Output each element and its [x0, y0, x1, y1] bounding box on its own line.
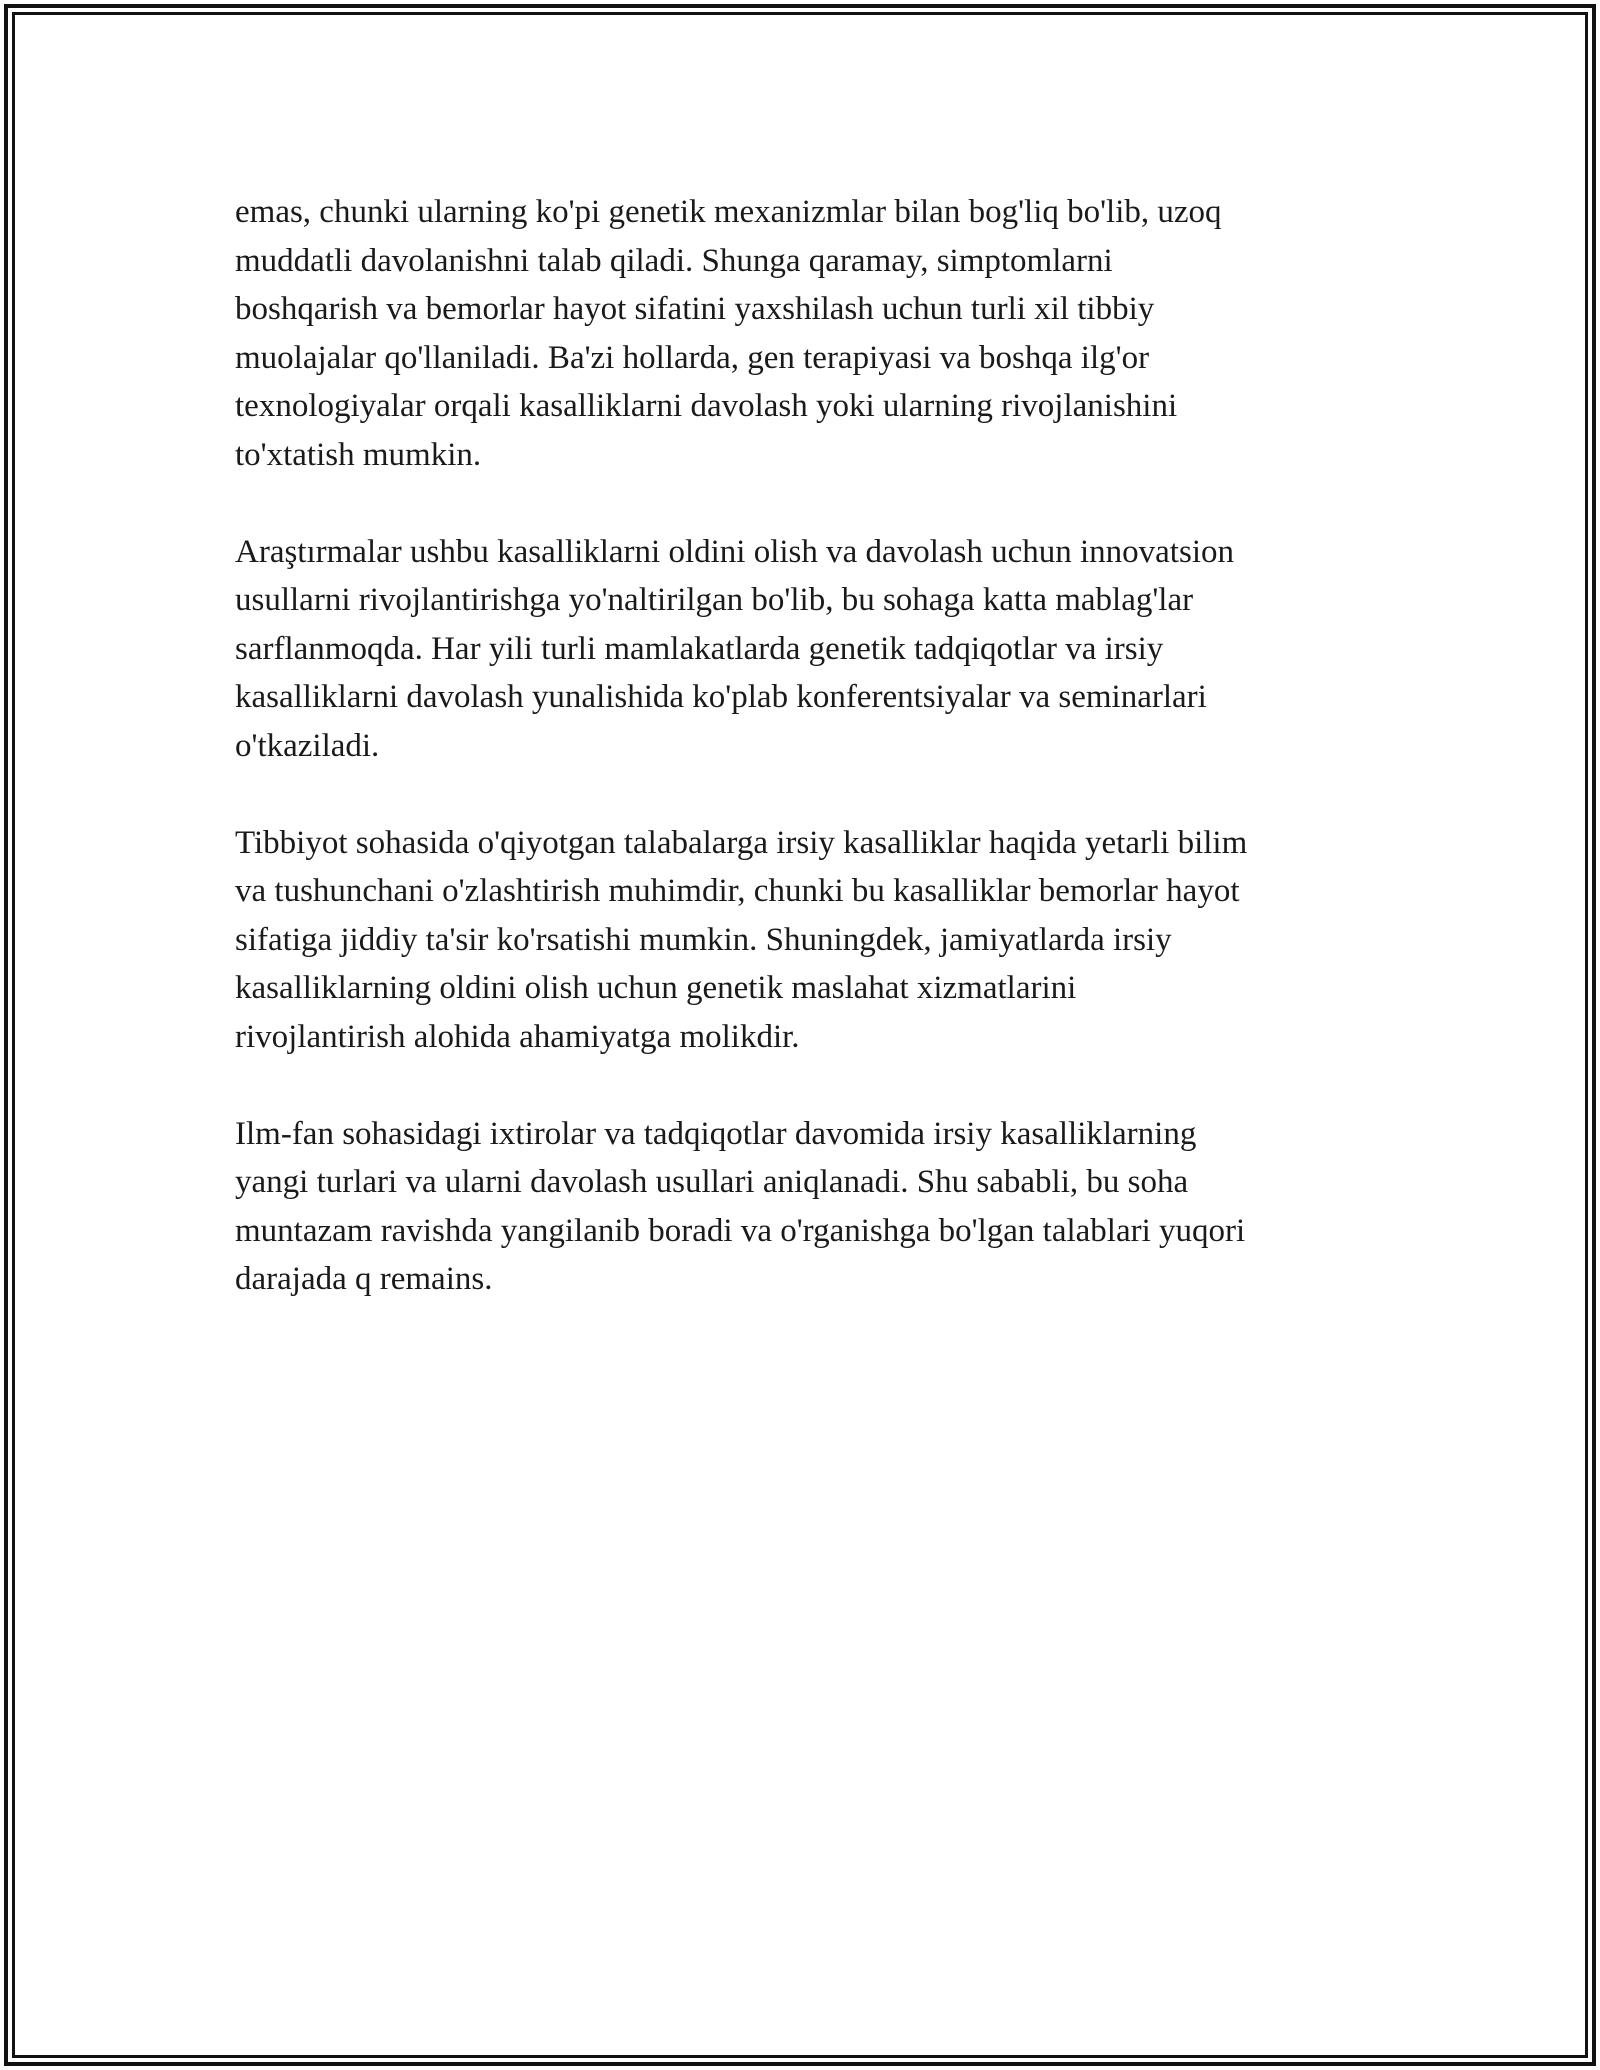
document-body: [235, 188, 1375, 1352]
paragraph-2: Araştırmalar ushbu kasalliklarni oldini olish va davolash uchun innovatsion usullarni rivojlantirishga yo'naltirilgan bo'lib, bu sohaga katta mablag'lar sarflanmoqda. Har yili turli mamlakatlarda genetik tadqiqotlar va irsiy kasalliklarni davolash yunalishida ko'plab konferentsiyalar va seminarlari o'tkaziladi.: [235, 533, 1234, 764]
paragraph-3: Tibbiyot sohasida o'qiyotgan talabalarga irsiy kasalliklar haqida yetarli bilim va tushunchani o'zlashtirish muhimdir, chunki bu kasalliklar bemorlar hayot sifatiga jiddiy ta'sir ko'rsatishi mumkin. Shuningdek, jamiyatlarda irsiy kasalliklarning oldini olish uchun genetik maslahat xizmatlarini rivojlantirish alohida ahamiyatga molikdir.: [235, 824, 1248, 1055]
paragraph-4: Ilm-fan sohasidagi ixtirolar va tadqiqotlar davomida irsiy kasalliklarning yangi turlari va ularni davolash usullari aniqlanadi. Shu sababli, bu soha muntazam ravishda yangilanib boradi va o'rganishga bo'lgan talablari yuqori darajada q remains.: [235, 1115, 1246, 1297]
paragraph-1: emas, chunki ularning ko'pi genetik mexanizmlar bilan bog'liq bo'lib, uzoq muddatli davolanishni talab qiladi. Shunga qaramay, simptomlarni boshqarish va bemorlar hayot sifatini yaxshilash uchun turli xil tibbiy muolajalar qo'llaniladi. Ba'zi hollarda, gen terapiyasi va boshqa ilg'or texnologiyalar orqali kasalliklarni davolash yoki ularning rivojlanishini to'xtatish mumkin.: [235, 194, 1222, 473]
